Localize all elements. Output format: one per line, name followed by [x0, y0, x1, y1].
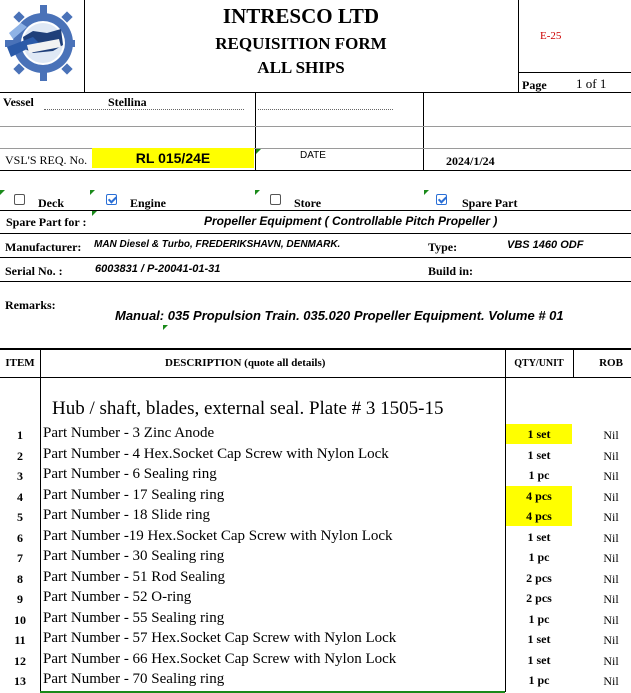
item-rob: Nil [603, 551, 619, 565]
item-qty: 1 pc [528, 550, 550, 564]
remarks-label: Remarks: [5, 298, 56, 312]
item-description: Part Number - 4 Hex.Socket Cap Screw with Nylon Lock [43, 446, 389, 462]
item-number: 3 [17, 469, 23, 483]
item-qty: 1 pc [528, 468, 550, 482]
date-label: DATE [300, 150, 326, 161]
company-logo [3, 3, 75, 81]
form-code: E-25 [540, 30, 562, 42]
store-label: Store [294, 196, 322, 210]
comment-marker [163, 325, 168, 330]
item-number: 5 [17, 510, 23, 524]
section-title: Hub / shaft, blades, external seal. Plate # 3 1505-15 [52, 398, 444, 419]
item-number: 10 [14, 613, 26, 627]
item-description: Part Number - 66 Hex.Socket Cap Screw with Nylon Lock [43, 651, 397, 667]
spare-part-label: Spare Part [462, 196, 518, 210]
col-header-qty: QTY/UNIT [514, 358, 564, 369]
item-description: Part Number - 57 Hex.Socket Cap Screw with Nylon Lock [43, 630, 397, 646]
item-number: 1 [17, 428, 23, 442]
item-rob: Nil [603, 592, 619, 606]
item-rob: Nil [603, 449, 619, 463]
item-description: Part Number - 55 Sealing ring [43, 610, 225, 626]
item-rob: Nil [603, 531, 619, 545]
comment-marker [0, 190, 5, 195]
item-description: Part Number -19 Hex.Socket Cap Screw with Nylon Lock [43, 528, 393, 544]
engine-label: Engine [130, 196, 167, 210]
company-name: INTRESCO LTD [222, 4, 380, 28]
table-row [0, 506, 631, 526]
item-number: 11 [14, 633, 26, 647]
table-row [0, 465, 631, 485]
table-row [0, 568, 631, 588]
col-header-item: ITEM [5, 357, 35, 369]
table-row [0, 629, 631, 649]
item-qty: 1 set [506, 424, 572, 444]
table-row [0, 424, 631, 444]
item-qty: 1 set [527, 653, 551, 667]
item-description: Part Number - 3 Zinc Anode [43, 425, 215, 441]
item-qty: 1 pc [528, 612, 550, 626]
item-number: 4 [17, 490, 23, 504]
manufacturer-value: MAN Diesel & Turbo, FREDERIKSHAVN, DENMARK. [94, 239, 341, 250]
item-description: Part Number - 6 Sealing ring [43, 466, 217, 482]
item-rob: Nil [603, 613, 619, 627]
item-qty: 1 set [527, 632, 551, 646]
item-qty: 1 set [527, 448, 551, 462]
item-number: 2 [17, 449, 23, 463]
item-rob: Nil [603, 633, 619, 647]
item-qty: 2 pcs [526, 591, 552, 605]
table-row [0, 588, 631, 608]
item-description: Part Number - 17 Sealing ring [43, 487, 225, 503]
page-label: Page [522, 78, 547, 92]
table-row [0, 547, 631, 567]
spare-part-for-value: Propeller Equipment ( Controllable Pitch Propeller ) [204, 214, 498, 228]
table-row [0, 486, 631, 506]
item-rob: Nil [603, 428, 619, 442]
item-description: Part Number - 30 Sealing ring [43, 548, 225, 564]
comment-marker [255, 190, 260, 195]
table-row [0, 650, 631, 670]
item-rob: Nil [603, 654, 619, 668]
col-header-rob: ROB [599, 357, 623, 369]
item-qty: 1 pc [528, 673, 550, 687]
item-number: 6 [17, 531, 23, 545]
item-description: Part Number - 51 Rod Sealing [43, 569, 226, 585]
col-header-description: DESCRIPTION (quote all details) [165, 357, 326, 369]
req-number: RL 015/24E [92, 148, 254, 168]
serial-value: 6003831 / P-20041-01-31 [95, 263, 221, 275]
date-value: 2024/1/24 [446, 154, 495, 168]
manufacturer-label: Manufacturer: [5, 240, 82, 254]
type-label: Type: [428, 240, 458, 254]
item-number: 13 [14, 674, 26, 688]
build-in-label: Build in: [428, 264, 474, 278]
item-rob: Nil [603, 490, 619, 504]
vessel-label: Vessel [3, 95, 34, 109]
table-row [0, 670, 631, 690]
item-qty: 4 pcs [506, 506, 572, 526]
remarks-value: Manual: 035 Propulsion Train. 035.020 Propeller Equipment. Volume # 01 [115, 308, 564, 323]
serial-label: Serial No. : [5, 264, 63, 278]
comment-marker [424, 190, 429, 195]
comment-marker [92, 211, 97, 216]
item-qty: 1 set [527, 530, 551, 544]
item-description: Part Number - 70 Sealing ring [43, 671, 225, 687]
form-title: REQUISITION FORM [215, 34, 387, 53]
deck-label: Deck [38, 196, 64, 210]
item-description: Part Number - 18 Slide ring [43, 507, 211, 523]
item-number: 7 [17, 551, 23, 565]
table-row [0, 527, 631, 547]
item-number: 9 [17, 592, 23, 606]
deck-checkbox[interactable] [14, 194, 25, 205]
item-number: 8 [17, 572, 23, 586]
item-rob: Nil [603, 572, 619, 586]
spare-part-checkbox[interactable] [436, 194, 447, 205]
item-rob: Nil [603, 469, 619, 483]
comment-marker [256, 149, 261, 154]
item-rob: Nil [603, 674, 619, 688]
form-subtitle: ALL SHIPS [257, 58, 345, 77]
item-qty: 2 pcs [526, 571, 552, 585]
item-qty: 4 pcs [506, 486, 572, 506]
item-number: 12 [14, 654, 26, 668]
type-value: VBS 1460 ODF [507, 239, 584, 251]
table-row [0, 445, 631, 465]
spare-part-for-label: Spare Part for : [6, 215, 87, 229]
item-description: Part Number - 52 O-ring [43, 589, 192, 605]
item-rob: Nil [603, 510, 619, 524]
page-value: 1 of 1 [576, 76, 607, 91]
table-row [0, 609, 631, 629]
req-label: VSL'S REQ. No. [5, 153, 88, 167]
comment-marker [90, 190, 95, 195]
store-checkbox[interactable] [270, 194, 281, 205]
engine-checkbox[interactable] [106, 194, 117, 205]
vessel-value: Stellina [108, 95, 147, 109]
